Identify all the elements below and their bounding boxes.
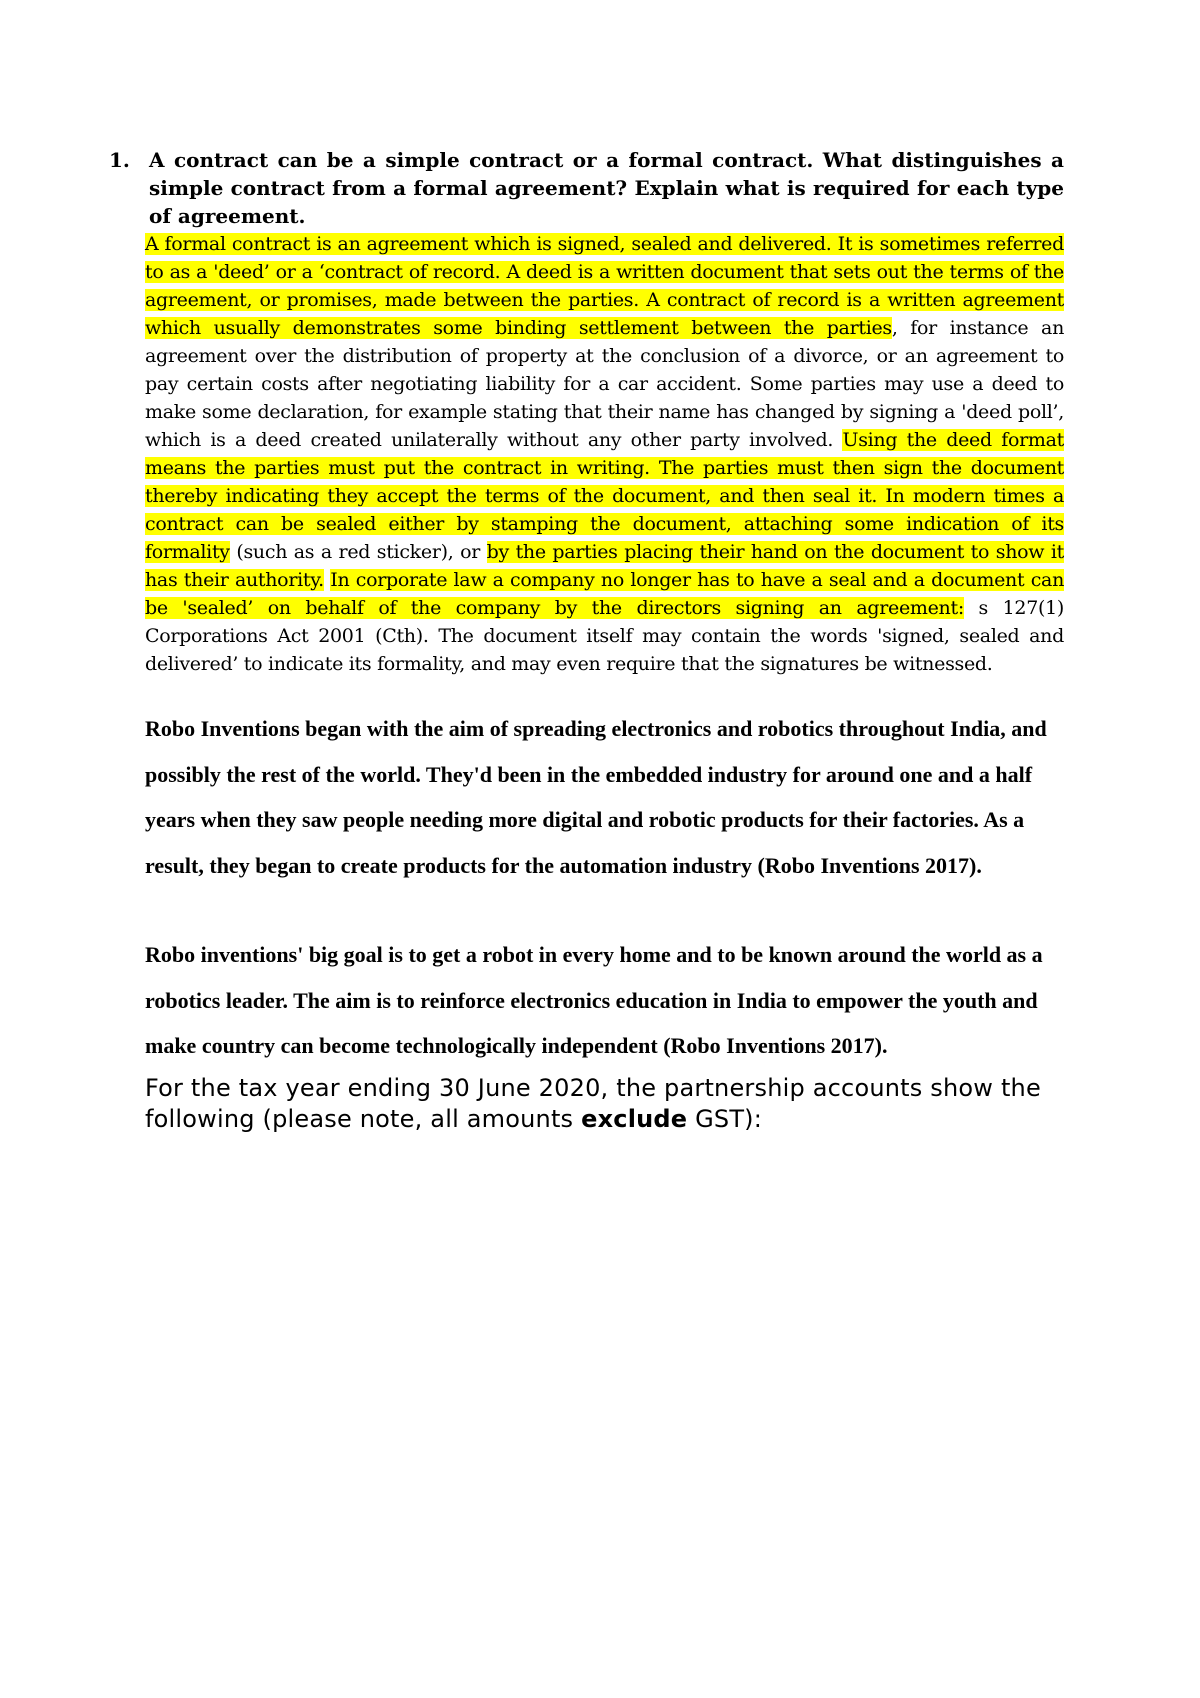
robo-paragraph-background: Robo Inventions began with the aim of spreading electronics and robotics throughout India, and possibly the rest of the world. They'd been in the embedded industry for around one and a half years when they saw people needing more digital and robotic products for their factories. As a result, they began to create products for the automation industry (Robo Inventions 2017). [145, 716, 1047, 878]
tax-text: For the tax year ending 30 June 2020, the partnership accounts show the following (please note, all amounts [145, 1073, 1041, 1133]
highlighted-text: Using the deed format means the parties must put the contract in writing. The parties must then sign the document thereby indicating they accept the terms of the document, and then seal it. In modern times a contract can be sealed either by stamping the document, attaching some indication of its formality [145, 429, 1064, 563]
question-number: 1. [109, 148, 130, 172]
question-item [109, 146, 1064, 230]
highlighted-text: by the parties placing their hand on the document to show it has their authority. [145, 541, 1065, 591]
answer-text: s 127(1) Corporations Act 2001 (Cth). The document itself may contain the words 'signed, sealed and delivered’ to indicate its formality, and may even require that the signatures be witnessed. [145, 597, 1064, 675]
answer-text: (such as a red sticker), or [229, 541, 487, 563]
tax-text: GST): [687, 1104, 763, 1133]
answer-text: , for instance an agreement over the distribution of property at the conclusion of a divorce, or an agreement to pay certain costs after negotiating liability for a car accident. Some parties may use a deed to make some declaration, for example stating that their name has changed by signing a 'deed poll’, which is a deed created unilaterally without any other party involved. [145, 317, 1065, 451]
robo-paragraph-goal: Robo inventions' big goal is to get a robot in every home and to be known around the world as a robotics leader. The aim is to reinforce electronics education in India to empower the youth and make country can become technologically independent (Robo Inventions 2017). [145, 942, 1043, 1058]
tax-bold-text: exclude [581, 1104, 688, 1133]
question-text: A contract can be a simple contract or a formal contract. What distinguishes a simple contract from a formal agreement? Explain what is required for each type of agreement. [149, 148, 1064, 228]
tax-year-heading [145, 1073, 1064, 1135]
highlighted-text: A formal contract is an agreement which is signed, sealed and delivered. It is sometimes referred to as a 'deed’ or a ‘contract of record. A deed is a written document that sets out the terms of the agreement, or promises, made between the parties. A contract of record is a written agreement which usually demonstrates some binding settlement between the parties [145, 233, 1064, 339]
document-content [109, 146, 1065, 1135]
highlighted-text: In corporate law a company no longer has to have a seal and a document can be 'sealed’ on behalf of the company by the directors signing an agreement: [145, 569, 1065, 619]
answer-paragraph [145, 230, 1064, 678]
